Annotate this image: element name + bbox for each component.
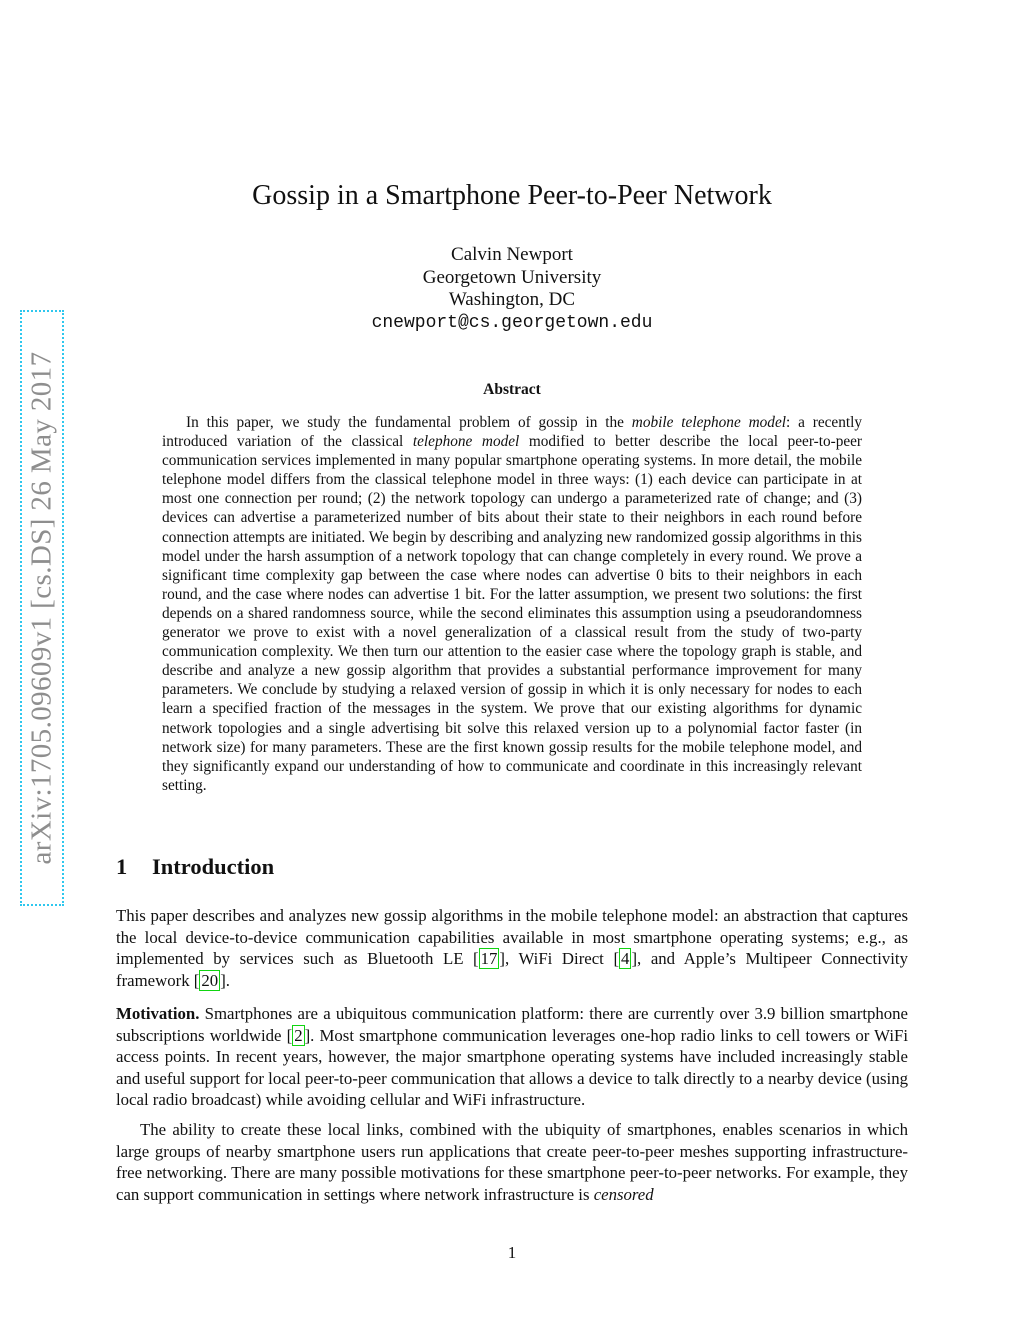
author-location: Washington, DC [448,289,576,310]
abstract-body [162,413,862,795]
paragraph-emphasis: censored [593,1184,654,1204]
intro-paragraph [116,905,908,991]
page-number: 1 [507,1243,517,1262]
citation-link[interactable]: 20 [201,970,219,990]
abstract-text: In this paper, we study the fundamental problem of gossip in the [186,414,624,431]
author-name: Calvin Newport [451,244,573,265]
author-email[interactable]: cnewport@cs.georgetown.edu [371,312,653,333]
paragraph-text: The ability to create these local links, combined with the ubiquity of smartphones, enables scenarios in which large groups of nearby smartphone users run applications that create peer-to-peer meshes supporting infrastructure-free networking. There are many possible motivations for these smartphone peer-to-peer networks. For example, they can support communication in settings where network infrastructure is [116,1120,908,1204]
paragraph-text: This paper describes and analyzes new gossip algorithms in the mobile telephone model: an abstraction that captures the local device-to-device communication capabilities available in most smartphone operating systems; e.g., as implemented by services such as Bluetooth LE [ [116,906,908,969]
citation-link[interactable]: 4 [621,949,630,969]
citation-link[interactable]: 2 [294,1025,303,1045]
paragraph-text: ], and Apple’s Multipeer Connectivity framework [ [116,949,908,990]
citation-link[interactable]: 17 [480,949,498,969]
section-heading [116,852,274,882]
motivation-paragraph [116,1003,908,1111]
paper-title: Gossip in a Smartphone Peer-to-Peer Network [252,180,772,211]
arxiv-identifier: arXiv:1705.09609v1 [cs.DS] 26 May 2017 [25,351,58,865]
abstract-heading: Abstract [483,381,541,398]
paragraph-text: Smartphones are a ubiquitous communication platform: there are currently over 3.9 billion smartphone subscriptions worldwide [ [116,1004,908,1045]
paragraph-label: Motivation. [116,1004,200,1023]
abstract-emphasis: telephone model [412,433,520,451]
author-affiliation: Georgetown University [422,266,602,288]
section-number: 1 [116,854,128,879]
abstract-text: modified to better describe the local peer-to-peer communication services implemented in many popular smartphone operating systems. In more detail, the mobile telephone model differs from the classical telephone model in three ways: (1) each device can participate in at most one connection per round; (2) the network topology can undergo a parameterized rate of change; and (3) devices can advertise a parameterized number of bits about their state to their neighbors in each round before connection attempts are initiated. We begin by describing and analyzing new randomized gossip algorithms in this model under the harsh assumption of a network topology that can change completely in every round. We prove a significant time complexity gap between the case where nodes can advertise 0 bits to their neighbors in each round, and the case where nodes can advertise 1 bit. For the latter assumption, we present two solutions: the first depends on a shared randomness source, while the second eliminates this assumption using a pseudorandomness generator we prove to exist with a novel generalization of a classical result from the study of two-party communication complexity. We then turn our attention to the easier case where the topology graph is stable, and describe and analyze a new gossip algorithm that provides a substantial performance improvement for many parameters. We conclude by studying a relaxed version of gossip in which it is only necessary for nodes to each learn a specified fraction of the messages in the system. We prove that our existing algorithms for dynamic network topologies and a single advertising bit solve this relaxed version up to a polynomial factor faster (in network size) for many parameters. These are the first known gossip results for the mobile telephone model, and they significantly expand our understanding of how to communicate and coordinate in this increasingly relevant setting. [162,433,863,794]
ability-paragraph [116,1119,908,1205]
abstract-emphasis: mobile telephone model [631,414,786,431]
paragraph-text: ]. [220,970,230,990]
paragraph-text: ], WiFi Direct [ [499,949,620,969]
abstract-text: : a recently introduced variation of the classical [162,414,862,451]
paragraph-text: ]. Most smartphone communication leverages one-hop radio links to cell towers or WiFi access points. In recent years, however, the major smartphone operating systems have included increasingly stable and useful support for local peer-to-peer communication that allows a device to talk directly to a nearby device (using local radio broadcast) while avoiding cellular and WiFi infrastructure. [116,1025,908,1110]
section-title: Introduction [152,854,275,879]
author-block [0,244,1024,334]
